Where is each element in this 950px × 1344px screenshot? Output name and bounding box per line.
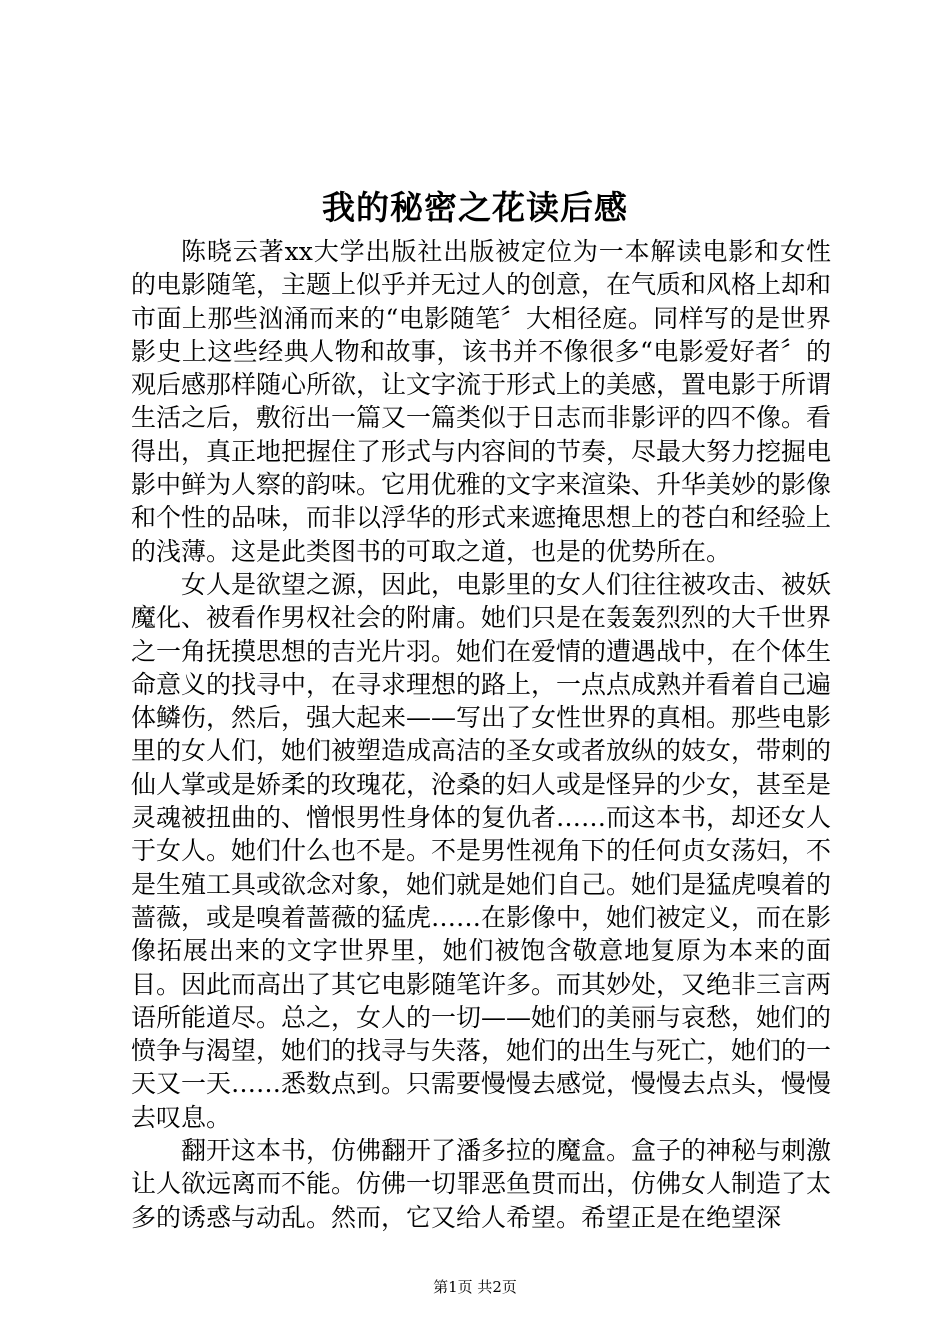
document-body <box>131 235 831 1234</box>
paragraph: 女人是欲望之源，因此，电影里的女人们往往被攻击、被妖魔化、被看作男权社会的附庸。她们只是在轰轰烈烈的大千世界之一角抚摸思想的吉光片羽。她们在爱情的遭遇战中，在个体生命意义的找寻中，在寻求理想的路上，一点点成熟并看着自己遍体鳞伤，然后，强大起来——写出了女性世界的真相。那些电影里的女人们，她们被塑造成高洁的圣女或者放纵的妓女，带刺的仙人掌或是娇柔的玫瑰花，沧桑的妇人或是怪异的少女，甚至是灵魂被扭曲的、憎恨男性身体的复仇者……而这本书，却还女人于女人。她们什么也不是。不是男性视角下的任何贞女荡妇，不是生殖工具或欲念对象，她们就是她们自己。她们是猛虎嗅着的蔷薇，或是嗅着蔷薇的猛虎……在影像中，她们被定义，而在影像拓展出来的文字世界里，她们被饱含敬意地复原为本来的面目。因此而高出了其它电影随笔许多。而其妙处，又绝非三言两语所能道尽。总之，女人的一切——她们的美丽与哀愁，她们的愤争与渴望，她们的找寻与失落，她们的出生与死亡，她们的一天又一天……悉数点到。只需要慢慢去感觉，慢慢去点头，慢慢去叹息。 <box>131 569 832 1132</box>
page-number-footer: 第1页 共2页 <box>433 1278 517 1296</box>
paragraph: 陈晓云著xx大学出版社出版被定位为一本解读电影和女性的电影随笔，主题上似乎并无过人的创意，在气质和风格上却和市面上那些汹涌而来的“电影随笔〞大相径庭。同样写的是世界影史上这些经典人物和故事，该书并不像很多“电影爱好者〞的观后感那样随心所欲，让文字流于形式上的美感，置电影于所谓生活之后，敷衍出一篇又一篇类似于日志而非影评的四不像。看得出，真正地把握住了形式与内容间的节奏，尽最大努力挖掘电影中鲜为人察的韵味。它用优雅的文字来渲染、升华美妙的影像和个性的品味，而非以浮华的形式来遮掩思想上的苍白和经验上的浅薄。这是此类图书的可取之道，也是的优势所在。 <box>131 237 832 566</box>
document-title: 我的秘密之花读后感 <box>322 188 628 227</box>
paragraph: 翻开这本书，仿佛翻开了潘多拉的魔盒。盒子的神秘与刺激让人欲远离而不能。仿佛一切罪恶鱼贯而出，仿佛女人制造了太多的诱惑与动乱。然而，它又给人希望。希望正是在绝望深 <box>131 1136 832 1232</box>
